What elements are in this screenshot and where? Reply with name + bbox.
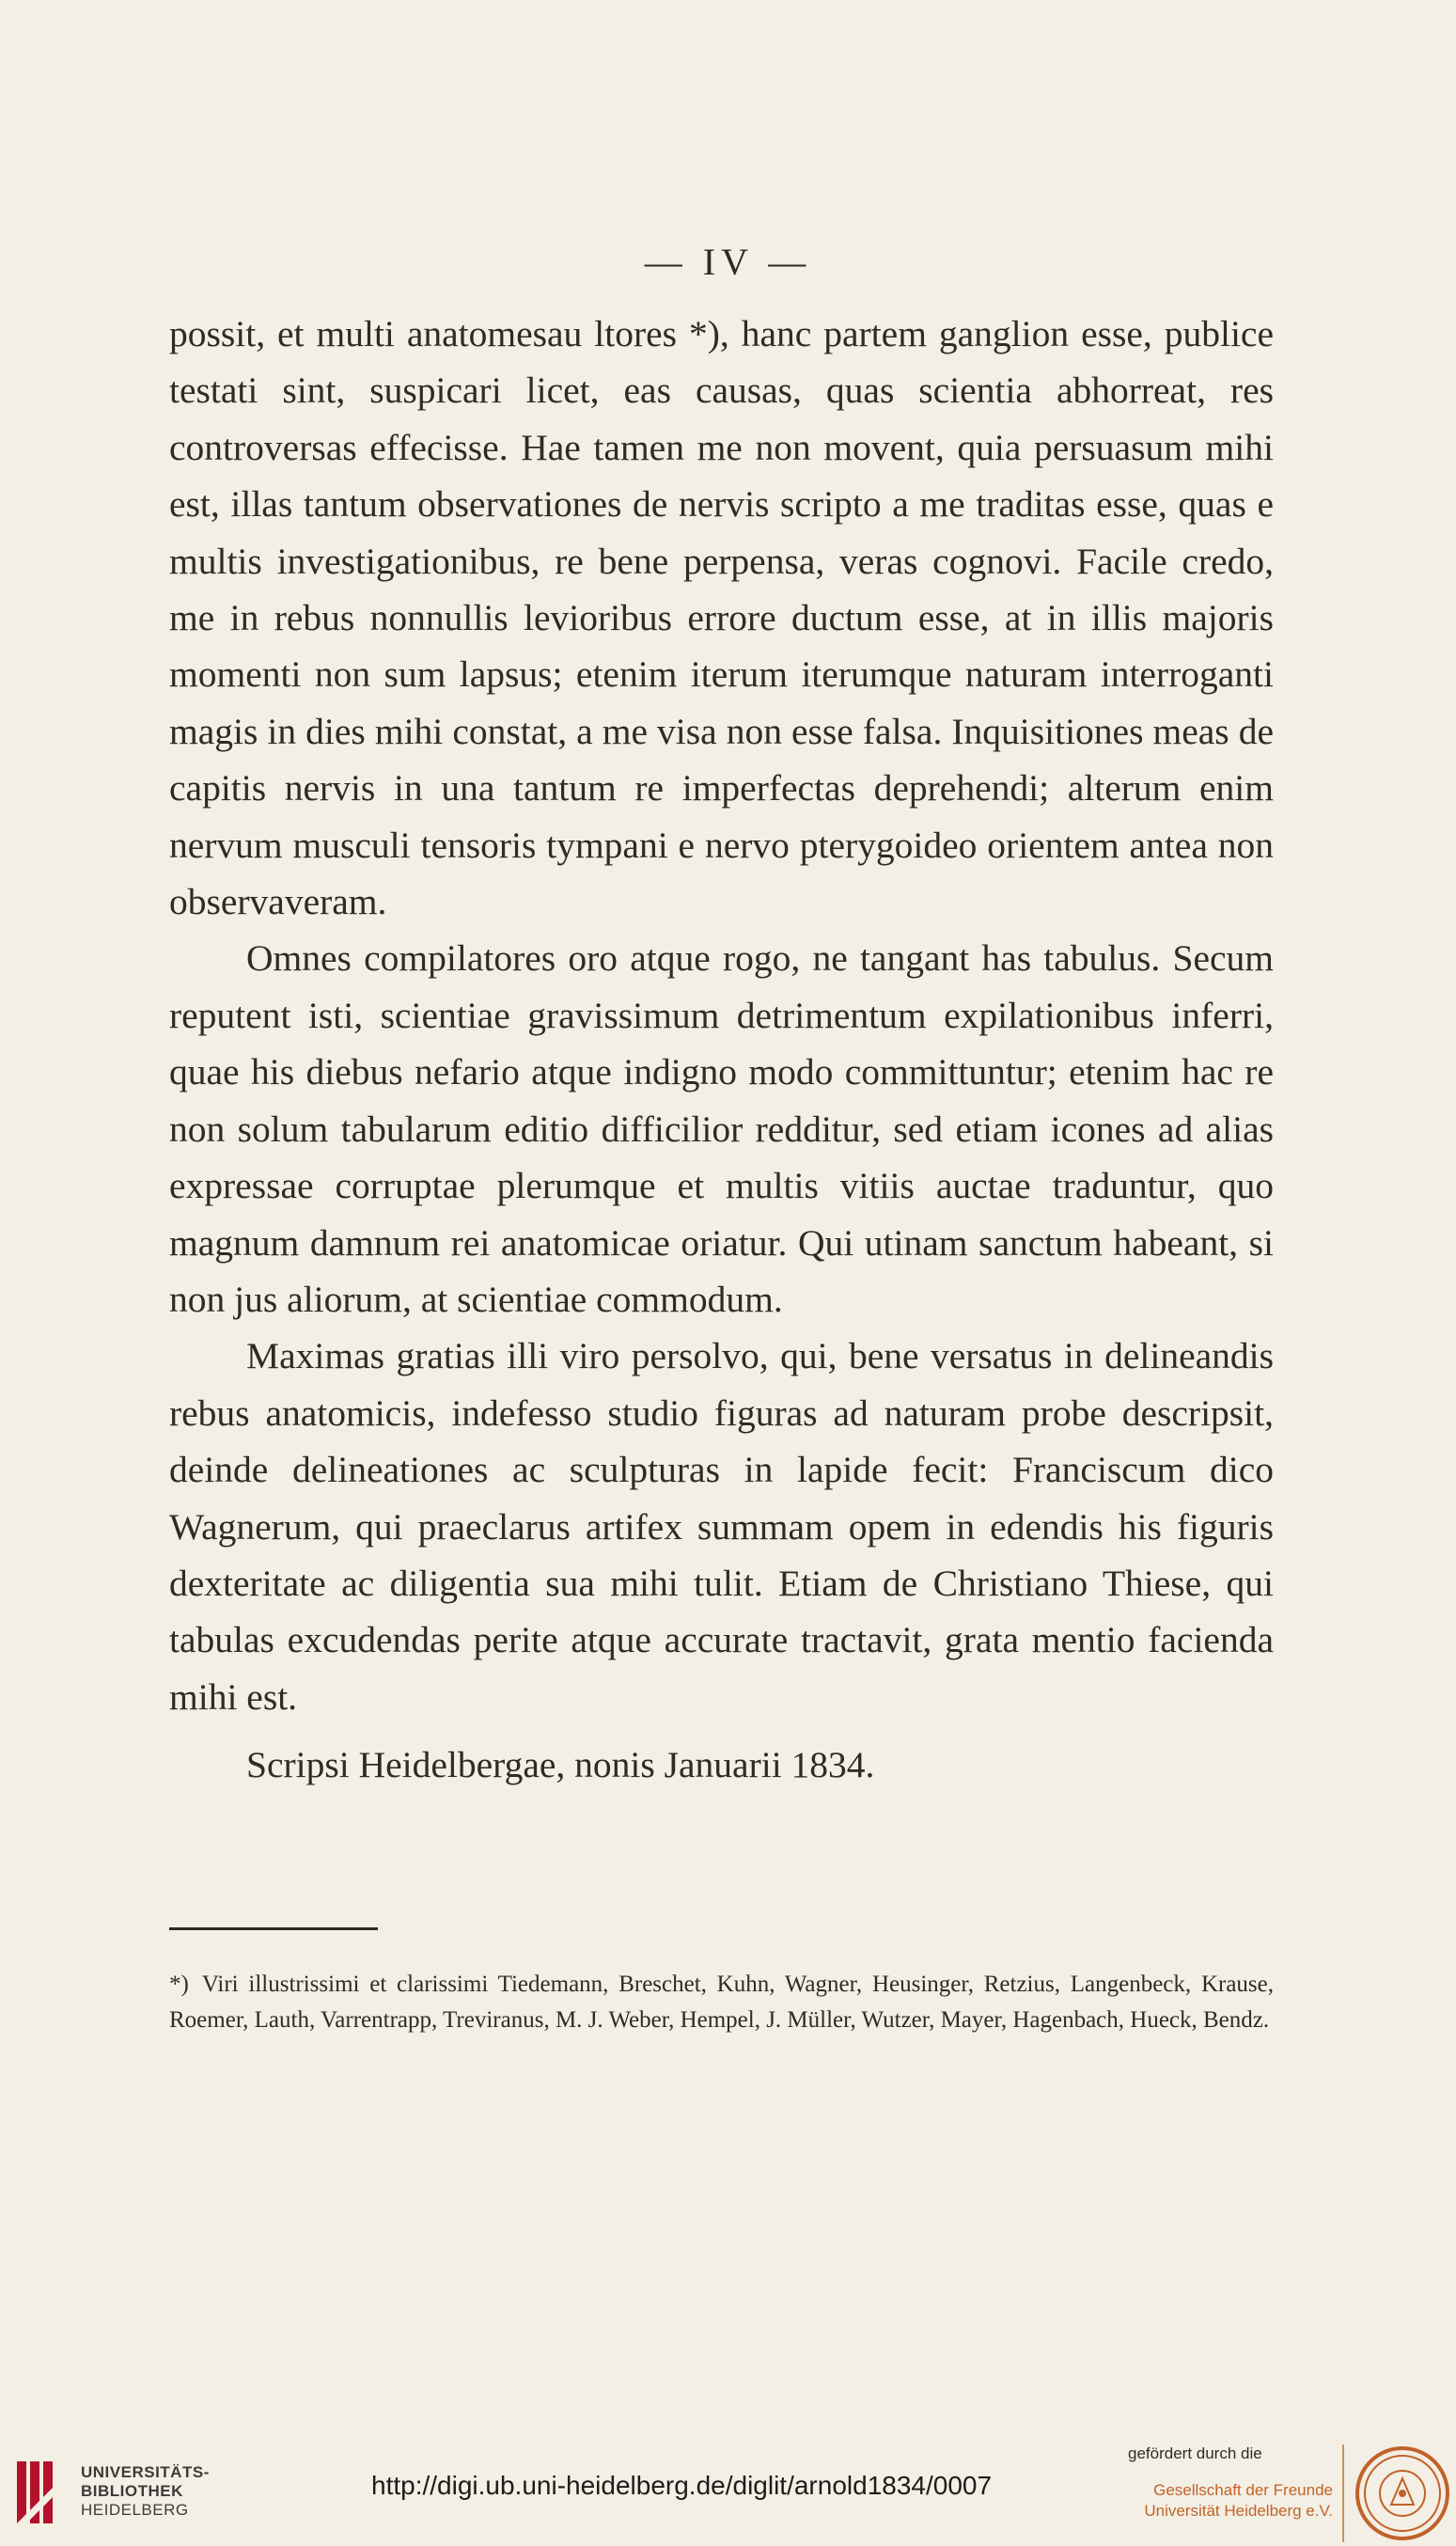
footnote-divider: [169, 1927, 378, 1930]
footnote-mark: *): [169, 1972, 189, 1997]
paragraph-1: possit, et multi anatomesau ltores *), hanc partem ganglion esse, publice testati sint, suspicari licet, eas causas, quas scientia abhorreat, res controversas effecisse. Hae tamen me non movent, quia persuasum mihi est, illas tantum observationes de nervis scripto a me traditas esse, quas e multis investigationibus, re bene perpensa, veras cognovi. Facile credo, me in rebus nonnullis levioribus errore ductum esse, at in illis majoris momenti non sum lapsus; etenim iterum iterumque naturam interroganti magis in dies mihi constat, a me visa non esse falsa. Inquisitiones meas de capitis nervis in una tantum re imperfectas deprehendi; alterum enim nervum musculi tensoris tympani e nervo pterygoideo orientem antea non observaveram.: [169, 313, 1274, 923]
society-name-line1: Gesellschaft der Freunde: [1153, 2481, 1333, 2499]
society-name: [1119, 2480, 1333, 2522]
library-name: [81, 2463, 210, 2520]
library-name-line1: UNIVERSITÄTS-: [81, 2463, 210, 2481]
closing-line: Scripsi Heidelbergae, nonis Januarii 1834.: [246, 1744, 875, 1786]
footnote-text: Viri illustrissimi et clarissimi Tiedemann, Breschet, Kuhn, Wagner, Heusinger, Retzius, Langenbeck, Krause, Roemer, Lauth, Varrentrapp, Treviranus, M. J. Weber, Hempel, J. Müller, Wutzer, Mayer, Hagenbach, Hueck, Bendz.: [169, 1972, 1274, 2033]
university-library-logo-icon: [15, 2456, 66, 2531]
society-name-line2: Universität Heidelberg e.V.: [1144, 2502, 1333, 2520]
paragraph-2: Omnes compilatores oro atque rogo, ne tangant has tabulus. Secum reputent isti, scientiae gravissimum detrimentum expilationibus inferri, quae his diebus nefario atque indigno modo committuntur; etenim hac re non solum tabularum editio difficilior redditur, sed etiam icones ad alias expressae corruptae plerumque et multis vitiis auctae traduntur, quo magnum damnum rei anatomicae oriatur. Qui utinam sanctum habeant, si non jus aliorum, at scientiae commodum.: [169, 937, 1274, 1320]
main-text: [169, 306, 1274, 1794]
footnote: [169, 1967, 1274, 2038]
library-name-line3: HEIDELBERG: [81, 2501, 189, 2519]
paragraph-3: Maximas gratias illi viro persolvo, qui, bene versatus in delineandis rebus anatomicis, indefesso studio figuras ad naturam probe descripsit, deinde delineationes ac sculpturas in lapide fecit: Franciscum dico Wagnerum, qui praeclarus artifex summam opem in edendis his figuris dexteritate ac diligentia sua mihi tulit. Etiam de Christiano Thiese, qui tabulas excudendas perite atque accurate tractavit, grata mentio facienda mihi est.: [169, 1335, 1274, 1718]
library-name-line2: BIBLIOTHEK: [81, 2482, 183, 2500]
university-seal-icon: [1354, 2444, 1451, 2542]
page-url-link[interactable]: http://digi.ub.uni-heidelberg.de/diglit/arnold1834/0007: [371, 2471, 993, 2500]
footer-divider: [1342, 2444, 1344, 2542]
support-label: gefördert durch die: [1128, 2444, 1262, 2462]
page-header: — IV —: [644, 241, 812, 283]
